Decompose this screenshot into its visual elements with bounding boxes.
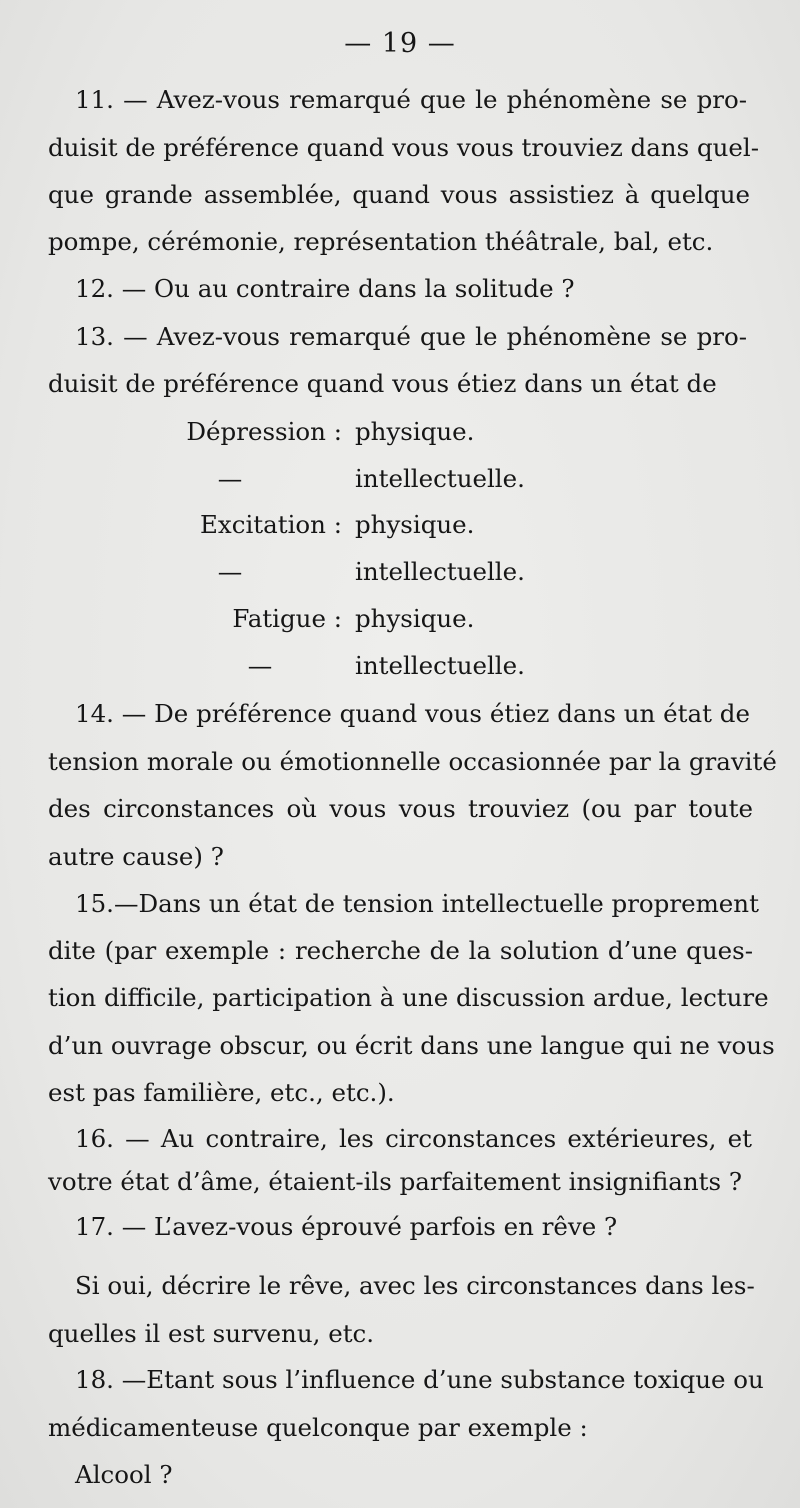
q17-line-2: Si oui, décrire le rêve, avec les circonstances dans les-	[75, 1271, 755, 1300]
q18-line-2: médicamenteuse quelconque par exemple :	[48, 1413, 588, 1442]
q15-line-4: d’un ouvrage obscur, ou écrit dans une langue qui ne vous	[48, 1031, 775, 1060]
q15-line-2: dite (par exemple : recherche de la solution d’une ques-	[48, 936, 753, 965]
state-value-excitation-intellectuelle: intellectuelle.	[355, 557, 525, 586]
q16-line-1: 16. — Au contraire, les circonstances extérieures, et	[75, 1124, 752, 1153]
state-value-excitation-physique: physique.	[355, 510, 475, 539]
state-label-fatigue: Fatigue :	[232, 604, 342, 633]
q17-line-3: quelles il est survenu, etc.	[48, 1319, 375, 1348]
page-number: — 19 —	[344, 28, 456, 59]
q17-line-1: 17. — L’avez-vous éprouvé parfois en rêve ?	[75, 1212, 618, 1241]
state-value-depression-intellectuelle: intellectuelle.	[355, 464, 525, 493]
q15-line-1: 15.—Dans un état de tension intellectuelle proprement	[75, 889, 759, 918]
q12-line-1: 12. — Ou au contraire dans la solitude ?	[75, 274, 575, 303]
q14-line-4: autre cause) ?	[48, 842, 224, 871]
q14-line-1: 14. — De préférence quand vous étiez dans un état de	[75, 699, 750, 728]
state-value-fatigue-intellectuelle: intellectuelle.	[355, 651, 525, 680]
q14-line-2: tension morale ou émotionnelle occasionnée par la gravité	[48, 747, 777, 776]
q13-line-1: 13. — Avez-vous remarqué que le phénomène se pro-	[75, 322, 747, 351]
state-label-dash: —	[217, 557, 243, 586]
state-label-dash: —	[247, 651, 273, 680]
q11-line-4: pompe, cérémonie, représentation théâtrale, bal, etc.	[48, 227, 714, 256]
q11-line-1: 11. — Avez-vous remarqué que le phénomène se pro-	[75, 85, 747, 114]
state-label-dash: —	[217, 464, 243, 493]
state-value-fatigue-physique: physique.	[355, 604, 475, 633]
q13-line-2: duisit de préférence quand vous étiez dans un état de	[48, 369, 717, 398]
q15-line-3: tion difficile, participation à une discussion ardue, lecture	[48, 983, 769, 1012]
q18-line-1: 18. —Etant sous l’influence d’une substance toxique ou	[75, 1365, 764, 1394]
state-value-depression-physique: physique.	[355, 417, 475, 446]
state-label-depression: Dépression :	[186, 417, 342, 446]
q18-line-3: Alcool ?	[75, 1460, 173, 1489]
q15-line-5: est pas familière, etc., etc.).	[48, 1078, 395, 1107]
q11-line-2: duisit de préférence quand vous vous trouviez dans quel-	[48, 133, 760, 162]
q16-line-2: votre état d’âme, étaient-ils parfaitement insignifiants ?	[48, 1167, 743, 1196]
q11-line-3: que grande assemblée, quand vous assistiez à quelque	[48, 180, 750, 209]
q14-line-3: des circonstances où vous vous trouviez (ou par toute	[48, 794, 753, 823]
state-label-excitation: Excitation :	[200, 510, 342, 539]
